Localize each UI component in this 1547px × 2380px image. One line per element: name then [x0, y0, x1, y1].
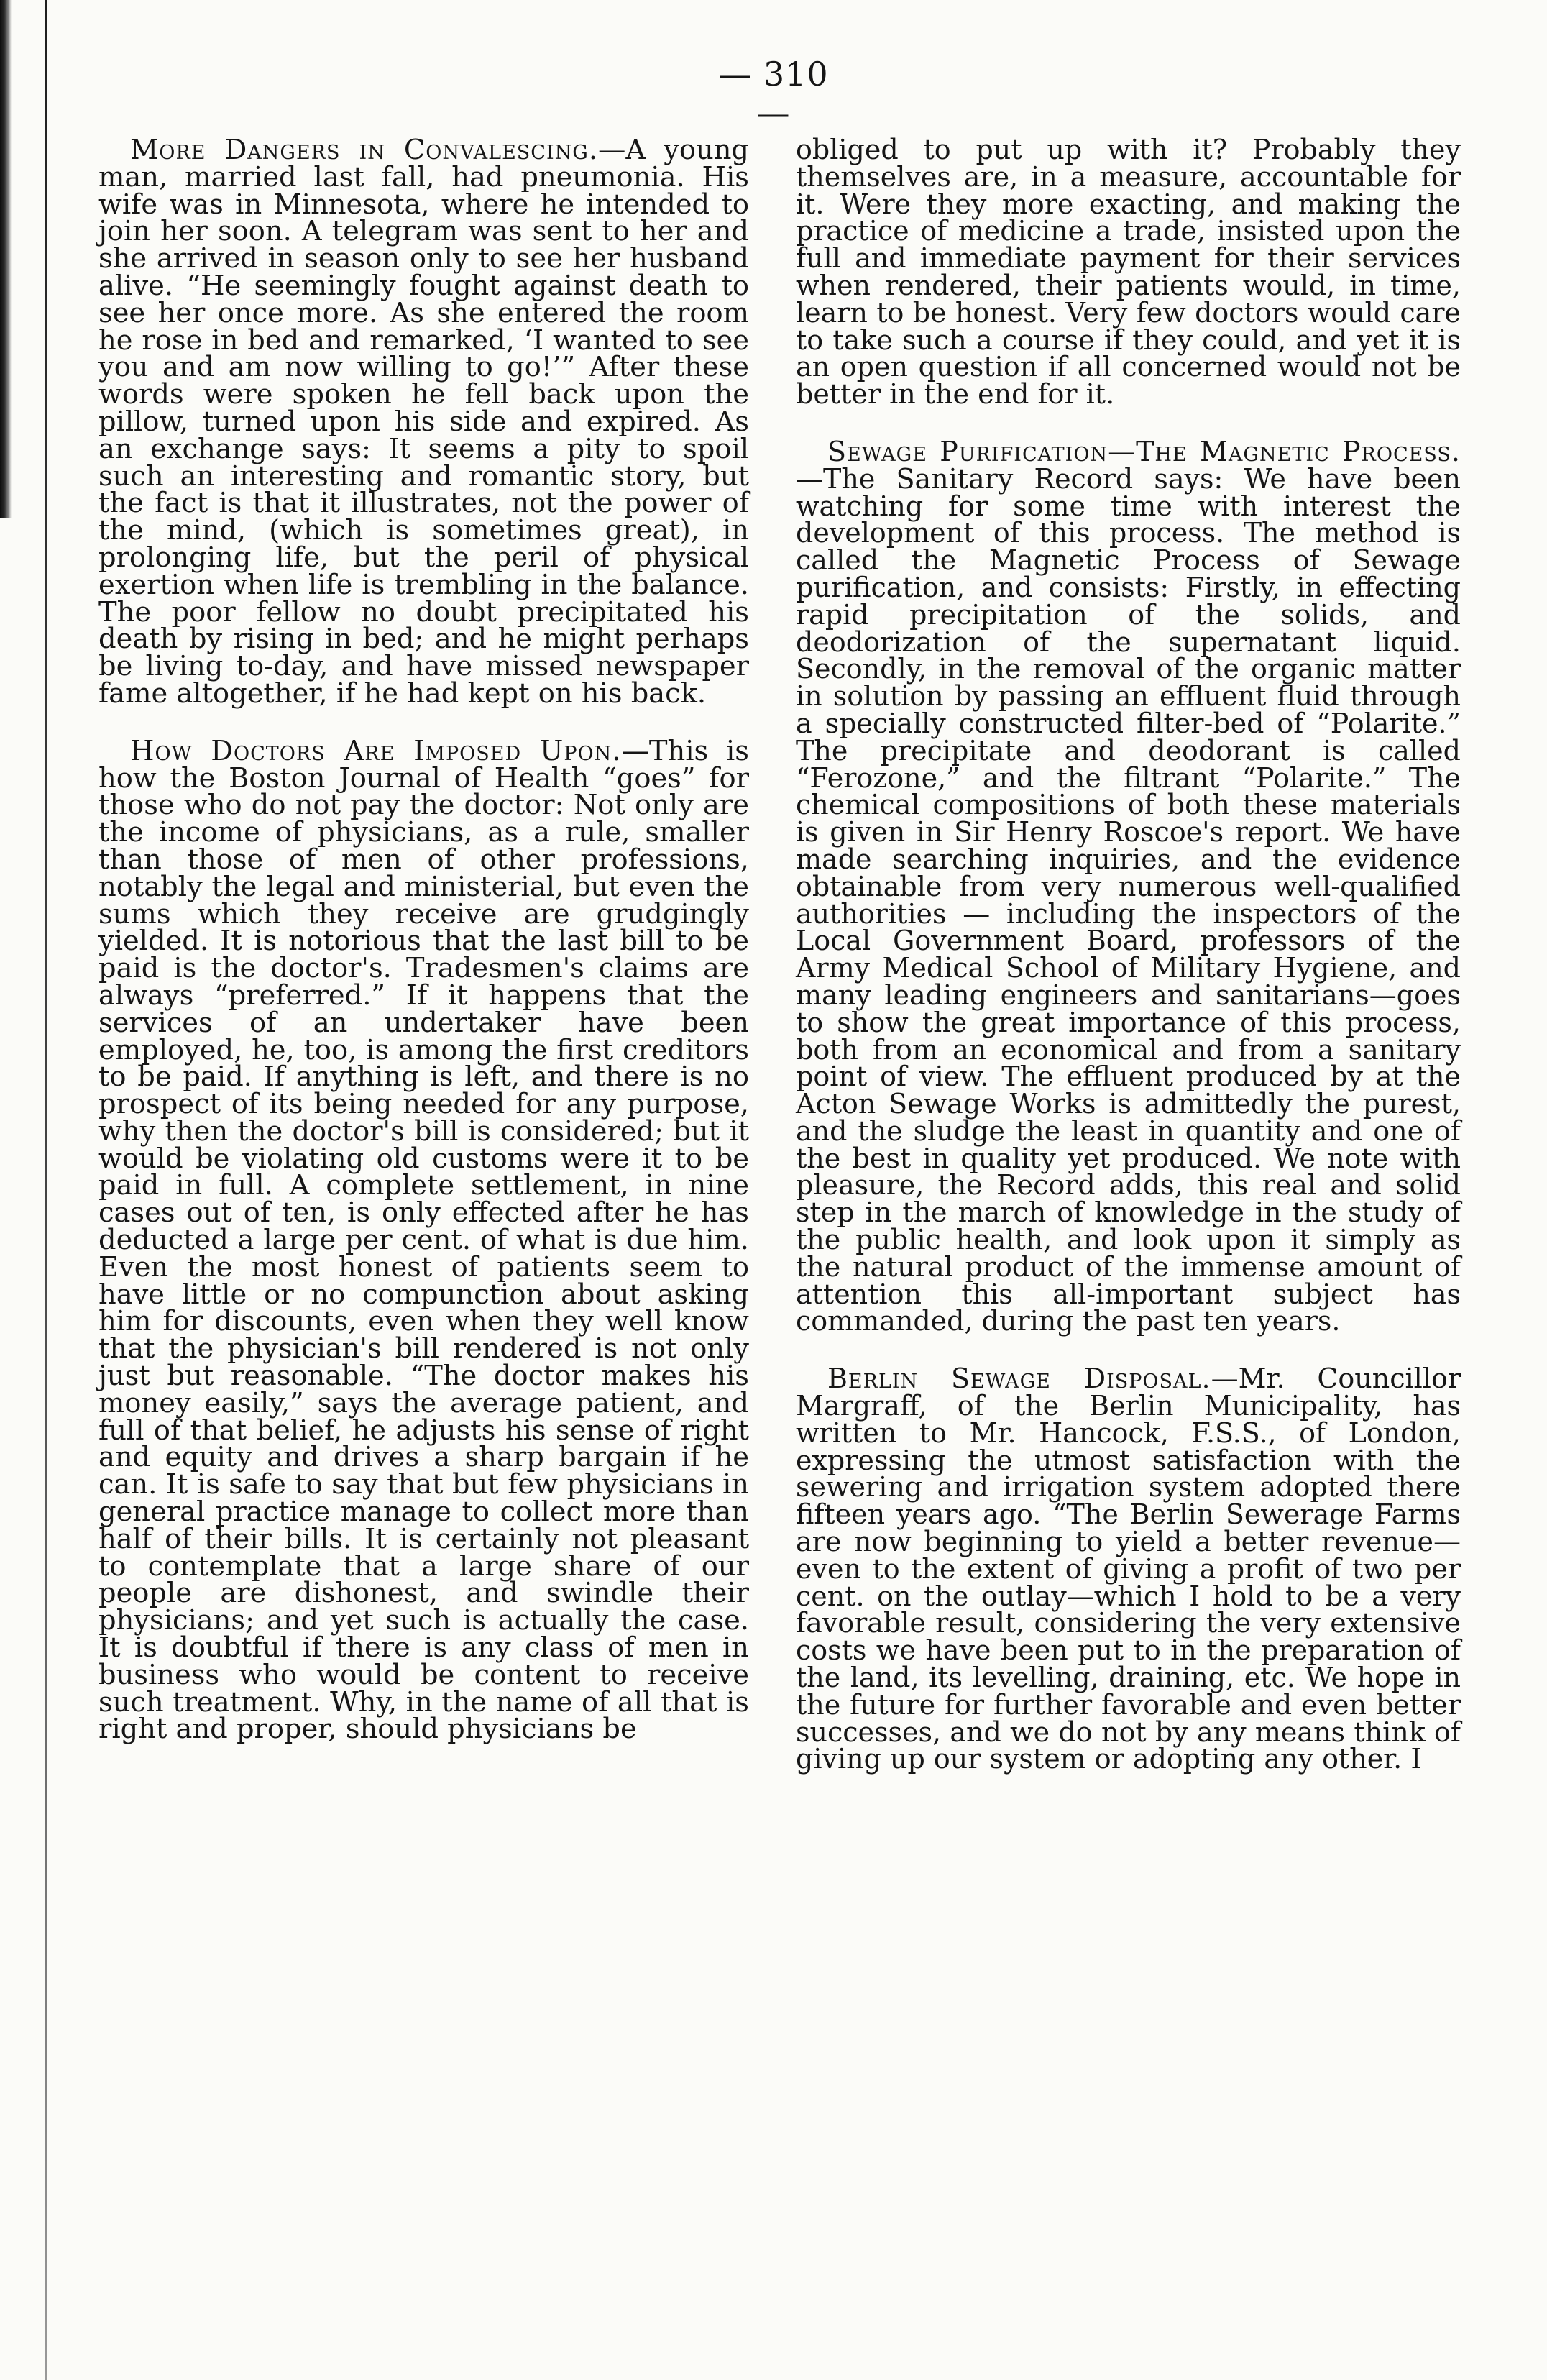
scan-edge-line [45, 0, 47, 2380]
article-headline: How Doctors Are Imposed Upon. [130, 734, 622, 767]
article-headline: More Dangers in Convalescing. [130, 134, 599, 166]
article-continuation [796, 134, 1461, 411]
article-headline: Berlin Sewage Disposal. [827, 1363, 1211, 1395]
article-body-continued: obliged to put up with it? Probably they themselves are, in a measure, accountable for it. Were they more exacting, and making the practice of medicine a trade, insisted upon the full and immediate payment for their services when rendered, their patients would, in time, learn to be honest. Very few doctors would care to take such a course if they could, and yet it is an open question if all concerned would not be better in the end for it. [796, 134, 1461, 411]
article-body: —Mr. Councillor Margraff, of the Berlin Municipality, has written to Mr. Hancock, F.S.S., of London, expressing the utmost satisfaction with the sewering and irrigation system adopted there fifteen years ago. “The Berlin Sewerage Farms are now beginning to yield a better revenue—even to the extent of giving a profit of two per cent. on the outlay—which I hold to be a very favorable result, considering the very extensive costs we have been put to in the preparation of the land, its levelling, draining, etc. We hope in the future for further favorable and even better successes, and we do not by any means think of giving up our system or adopting any other. I [796, 1363, 1461, 1775]
article-body: —A young man, married last fall, had pneumonia. His wife was in Minnesota, where he intended to join her soon. A telegram was sent to her and she arrived in season only to see her husband alive. “He seemingly fought against death to see her once more. As she entered the room he rose in bed and remarked, ‘I wanted to see you and am now willing to go!’” After these words were spoken he fell back upon the pillow, turned upon his side and expired. As an exchange says: It seems a pity to spoil such an interesting and romantic story, but the fact is that it illustrates, not the power of the mind, (which is sometimes great), in prolonging life, but the peril of physical exertion when life is trembling in the balance. The poor fellow no doubt precipitated his death by rising in bed; and he might perhaps be living to-day, and have missed newspaper fame altogether, if he had kept on his back. [98, 134, 750, 710]
left-column [98, 134, 750, 1773]
article-berlin-sewage-disposal [796, 1365, 1461, 1773]
right-column [796, 134, 1461, 1803]
article-headline: Sewage Purification—The Magnetic Process. [827, 435, 1461, 467]
article-more-dangers-in-convalescing [98, 134, 750, 710]
article-sewage-purification [796, 435, 1461, 1337]
page-number: — 310 — [718, 55, 829, 132]
scan-edge-shadow [0, 0, 12, 518]
article-body: —This is how the Boston Journal of Health “goes” for those who do not pay the doctor: Not only are the income of physicians, as a rule, smaller than those of men of other professions, notably the legal and ministerial, but even the sums which they receive are grudgingly yielded. It is notorious that the last bill to be paid is the doctor's. Tradesmen's claims are always “preferred.” If it happens that the services of an undertaker have been employed, he, too, is among the first creditors to be paid. If anything is left, and there is no prospect of its being needed for any purpose, why then the doctor's bill is considered; but it would be violating old customs were it to be paid in full. A complete settlement, in nine cases out of ten, is only effected after he has deducted a large per cent. of what is due him. Even the most honest of patients seem to have little or no compunction about asking him for discounts, even when they well know that the physician's bill rendered is not only just but reasonable. “The doctor makes his money easily,” says the average patient, and full of that belief, he adjusts his sense of right and equity and drives a sharp bargain if he can. It is safe to say that but few physicians in general practice manage to collect more than half of their bills. It is certainly not pleasant to contemplate that a large share of our people are dishonest, and swindle their physicians; and yet such is actually the case. It is doubtful if there is any class of men in business who would be content to receive such treatment. Why, in the name of all that is right and proper, should physicians be [98, 734, 749, 1746]
article-how-doctors-are-imposed-upon [98, 734, 749, 1746]
article-body: —The Sanitary Record says: We have been watching for some time with interest the development of this process. The method is called the Magnetic Process of Sewage purification, and consists: Firstly, in effecting rapid precipitation of the solids, and deodorization of the supernatant liquid. Secondly, in the removal of the organic matter in solution by passing an effluent fluid through a specially constructed filter-bed of “Polarite.” The precipitate and deodorant is called “Ferozone,” and the filtrant “Polarite.” The chemical compositions of both these materials is given in Sir Henry Roscoe's report. We have made searching inquiries, and the evidence obtainable from very numerous well-qualified authorities — including the inspectors of the Local Government Board, professors of the Army Medical School of Military Hygiene, and many leading engineers and sanitarians—goes to show the great importance of this process, both from an economical and from a sanitary point of view. The effluent produced by at the Acton Sewage Works is admittedly the purest, and the sludge the least in quantity and one of the best in quality yet produced. We note with pleasure, the Record adds, this real and solid step in the march of knowledge in the study of the public health, and look upon it simply as the natural product of the immense amount of attention this all-important subject has commanded, during the past ten years. [796, 462, 1461, 1337]
